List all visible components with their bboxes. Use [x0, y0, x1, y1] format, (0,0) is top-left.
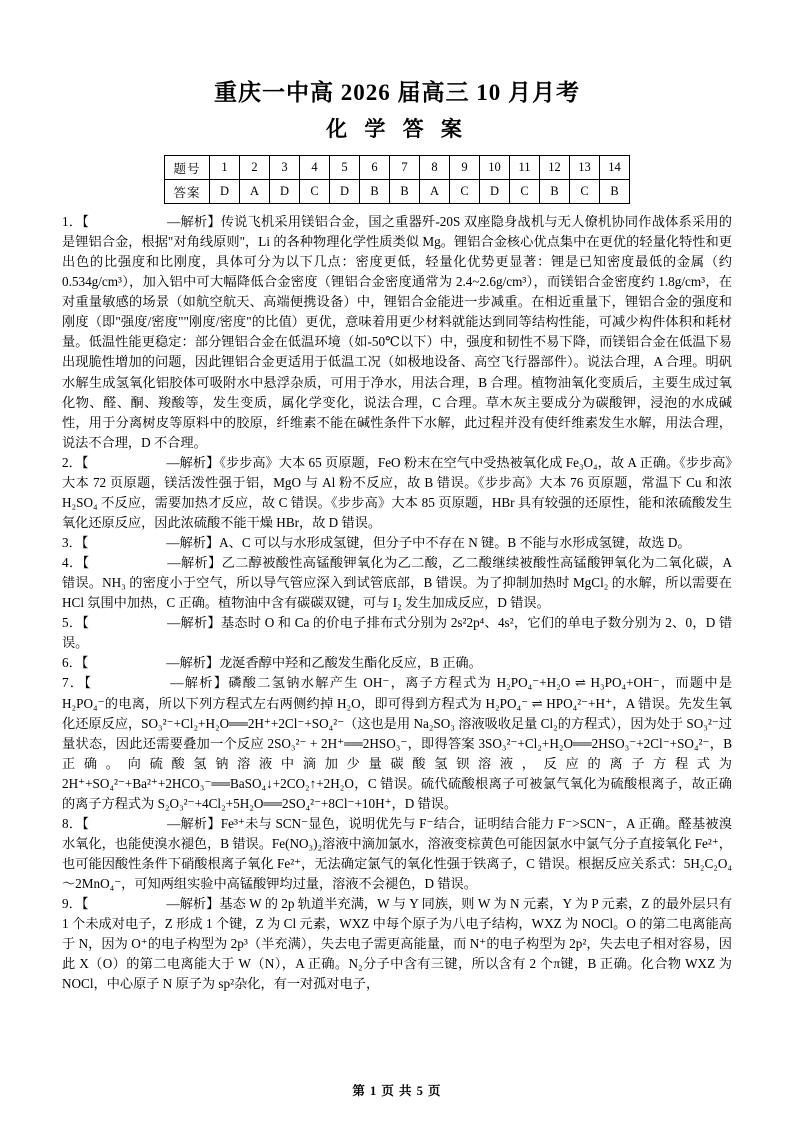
explanation-item-6 [62, 653, 732, 673]
question-number: 12 [540, 156, 570, 180]
row-header-questions: 题号 [165, 156, 210, 180]
explanation-tag: —解析】 [170, 675, 229, 691]
page-footer: 第 1 页 共 5 页 [352, 1084, 442, 1098]
answer-cell: D [330, 180, 360, 204]
question-number: 2 [240, 156, 270, 180]
answer-cell: D [480, 180, 510, 204]
answer-cell: B [540, 180, 570, 204]
explanation-text: 基态时 O 和 Ca 的价电子排布式分别为 2s²2p⁴、4s²，它们的单电子数分别为 2、0，D 错误。 [62, 615, 733, 651]
explanation-tag: —解析】 [166, 655, 220, 671]
question-number: 11 [510, 156, 540, 180]
explanation-text: 传说飞机采用镁铝合金，国之重器歼-20S 双座隐身战机与无人僚机协同作战体系采用的是锂铝合金，根据"对角线原则"，Li 的各种物理化学性质类似 Mg。锂铝合金核心优点集中在更优的轻量化特性和更出色的比强度和比刚度，具体可分为以下几点：密度更低，轻量化优势更显著：锂是已知密度最低的金属（约 0.534g/cm³），加入铝中可大幅降低合金密度（锂铝合金密度通常为 2.4~2.6g/cm³），而镁铝合金密度约 1.8g/cm³，在对重量敏感的场景（如航空航天、高端便携设备）中，锂铝合金能进一步减重。在相近重量下，锂铝合金的强度和刚度（即"强度/密度""刚度/密度"的比值）更优，意味着用更少材料就能达到同等结构性能，可减少构件体积和耗材量。低温性能更稳定：部分锂铝合金在低温环境（如-50℃以下）中，强度和韧性不易下降，而镁铝合金在低温下易出现脆性增加的问题，因此锂铝合金更适用于低温工况（如极地设备、高空飞行器部件）。说法合理，A 合理。明矾水解生成氢氧化铝胶体可吸附水中悬浮杂质，可用于净水，用法合理，B 合理。植物油氧化变质后，主要生成过氧化物、醛、酮、羧酸等，发生变质，属化学变化，说法合理，C 合理。草木灰主要成分为碳酸钾，浸泡的水成碱性，用于分离树皮等原料中的胶原，纤维素不能在碱性条件下水解，此过程并没有使纤维素发生水解，用法合理，说法不合理，D 不合理。 [62, 214, 732, 450]
answer-cell: D [210, 180, 240, 204]
explanation-text: 磷酸二氢钠水解产生 OH⁻，离子方程式为 H₂PO₄⁻+H₂O ⇌ H₃PO₄+OH⁻，而题中是 H₂PO₄⁻的电离，所以下列方程式左右两侧约掉 H₂O，即可得到方程式为 H₂PO₄⁻ ⇌ HPO₄²⁻+H⁺，A 错误。先发生氧化还原反应，SO₃²⁻+Cl₂+H₂O══2H⁺+2Cl⁻+SO₄²⁻（这也是用 Na₂SO₃ 溶液吸收足量 Cl₂的方程式），因为处于 SO₃²⁻过量状态，因此还需要叠加一个反应 2SO₃²⁻ + 2H⁺══2HSO₃⁻，即得答案 3SO₃²⁻+Cl₂+H₂O══2HSO₃⁻+2Cl⁻+SO₄²⁻，B 正确。向硫酸氢钠溶液中滴加少量碳酸氢钡溶液，反应的离子方程式为 2H⁺+SO₄²⁻+Ba²⁺+2HCO₃⁻══BaSO₄↓+2CO₂↑+2H₂O，C 错误。硫代硫酸根离子可被氯气氧化为硫酸根离子，故正确的离子方程式为 S₂O₃²⁻+4Cl₂+5H₂O══2SO₄²⁻+8Cl⁻+10H⁺，D 错误。 [62, 675, 733, 811]
row-header-answers: 答案 [165, 180, 210, 204]
answer-cell: B [600, 180, 630, 204]
explanation-item-4 [62, 553, 732, 613]
question-number: 5 [330, 156, 360, 180]
explanation-item-8 [62, 814, 732, 894]
table-row-answers [165, 180, 630, 204]
table-row-questions [165, 156, 630, 180]
explanation-text: 基态 W 的 2p 轨道半充满，W 与 Y 同族，则 W 为 N 元素，Y 为 P 元素，Z 的最外层只有 1 个未成对电子，Z 形成 1 个键，Z 为 Cl 元素，WXZ 中每个原子为八电子结构，WXZ 为 NOCl。O 的第二电离能高于 N，因为 O⁺的电子构型为 2p³（半充满），失去电子需更高能量，而 N⁺的电子构型为 2p²，失去电子相对容易，因此 X（O）的第二电离能大于 W（N），A 正确。N₂分子中含有三键，所以含有 2 个π键，B 正确。化合物 WXZ 为 NOCl，中心原子 N 原子为 sp²杂化，有一对孤对电子， [62, 896, 732, 992]
question-number: 3 [270, 156, 300, 180]
explanation-number: 2．【 [62, 454, 89, 470]
question-number: 7 [390, 156, 420, 180]
explanation-text: 乙二醇被酸性高锰酸钾氧化为乙二酸，乙二酸继续被酸性高锰酸钾氧化为二氧化碳，A 错误。NH₃ 的密度小于空气，所以导气管应深入到试管底部，B 错误。为了抑制加热时 MgCl₂ 的水解，所以需要在 HCl 氛围中加热，C 正确。植物油中含有碳碳双键，可与 I₂ 发生加成反应，D 错误。 [62, 555, 732, 611]
question-number: 6 [360, 156, 390, 180]
explanation-text: 《步步高》大本 65 页原题，FeO 粉末在空气中受热被氧化成 Fe₃O₄，故 A 正确。《步步高》大本 72 页原题，镁活泼性强于铝，MgO 与 Al 粉不反应，故 B 错误。《步步高》大本 76 页原题，常温下 Cu 和浓 H₂SO₄ 不反应，需要加热才反应，故 C 错误。《步步高》大本 85 页原题，HBr 具有较强的还原性，能和浓硫酸发生氧化还原反应，因此浓硫酸不能干燥 HBr，故 D 错误。 [62, 454, 733, 530]
explanation-tag: —解析】 [167, 214, 221, 229]
question-number: 9 [450, 156, 480, 180]
question-number: 8 [420, 156, 450, 180]
explanation-number: 3．【 [62, 535, 89, 550]
explanation-tag: —解析】 [166, 454, 220, 470]
explanation-item-7 [62, 673, 732, 813]
explanation-number: 6．【 [62, 655, 89, 671]
explanation-number: 1．【 [62, 214, 90, 229]
explanation-tag: —解析】 [167, 555, 222, 571]
explanation-item-2 [62, 453, 732, 533]
answer-key-table [164, 155, 630, 204]
question-number: 14 [600, 156, 630, 180]
explanation-tag: —解析】 [167, 815, 221, 831]
explanation-tag: —解析】 [167, 615, 221, 631]
answer-cell: C [300, 180, 330, 204]
answer-cell: C [510, 180, 540, 204]
explanation-item-3 [62, 533, 732, 553]
explanation-number: 7．【 [62, 675, 93, 691]
explanation-tag: —解析】 [166, 896, 220, 912]
explanation-number: 4．【 [62, 555, 90, 571]
answer-cell: A [420, 180, 450, 204]
explanation-text: 龙涎香醇中羟和乙酸发生酯化反应，B 正确。 [219, 655, 482, 671]
explanation-tag: —解析】 [166, 535, 220, 550]
explanation-item-1 [62, 212, 732, 453]
answer-cell: D [270, 180, 300, 204]
explanations-body [62, 212, 732, 994]
explanation-number: 5．【 [62, 615, 90, 631]
explanation-number: 9．【 [62, 896, 89, 912]
question-number: 4 [300, 156, 330, 180]
answer-cell: B [360, 180, 390, 204]
page-title: 重庆一中高 2026 届高三 10 月月考 [214, 80, 580, 105]
explanation-text: Fe³⁺未与 SCN⁻显色，说明优先与 F⁻结合，证明结合能力 F⁻>SCN⁻，A 正确。醛基被溴水氧化，也能使溴水褪色，B 错误。Fe(NO₃)₂溶液中滴加氯水，溶液变棕黄色可能因氯水中氯气分子直接氧化 Fe²⁺，也可能因酸性条件下硝酸根离子氧化 Fe²⁺，无法确定氯气的氧化性强于铁离子，C 错误。根据反应关系式：5H₂C₂O₄～2MnO₄⁻，可知两组实验中高锰酸钾均过量，溶液不会褪色，D 错误。 [62, 815, 733, 892]
answer-cell: A [240, 180, 270, 204]
explanation-item-9 [62, 894, 732, 994]
question-number: 13 [570, 156, 600, 180]
answer-cell: B [390, 180, 420, 204]
explanation-item-5 [62, 613, 732, 653]
question-number: 1 [210, 156, 240, 180]
explanation-text: A、C 可以与水形成氢键，但分子中不存在 N 键。B 不能与水形成氢键，故选 D。 [219, 535, 691, 550]
answer-cell: C [570, 180, 600, 204]
page-subtitle: 化 学 答 案 [326, 117, 468, 141]
answer-cell: C [450, 180, 480, 204]
explanation-number: 8．【 [62, 815, 90, 831]
question-number: 10 [480, 156, 510, 180]
